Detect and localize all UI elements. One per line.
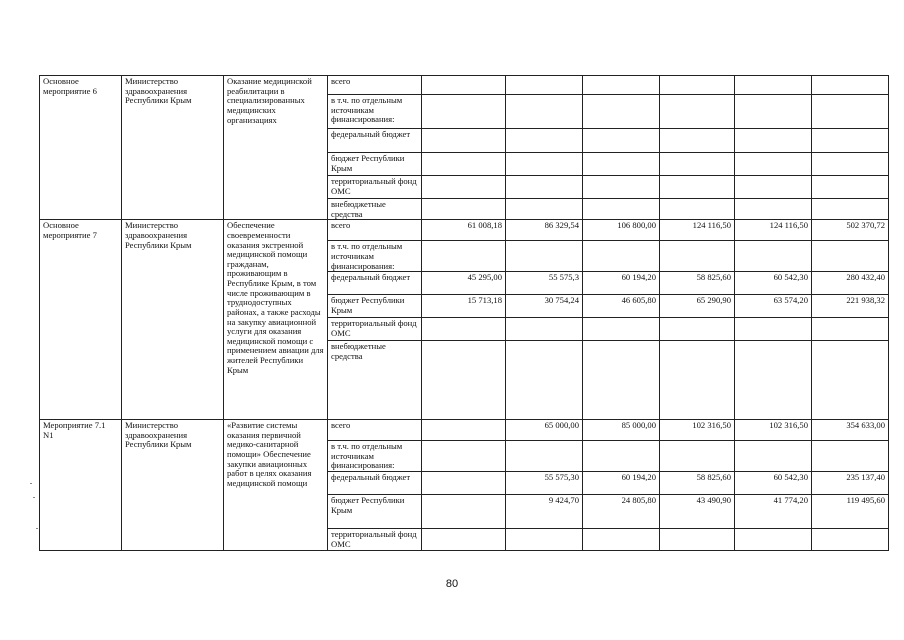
- amount-cell: [583, 153, 660, 176]
- total-value-cell: 502 370,72: [812, 220, 889, 241]
- executor-cell: Министерство здравоохранения Республики Крым: [122, 420, 224, 551]
- total-value-cell: [812, 153, 889, 176]
- amount-cell: [660, 153, 735, 176]
- amount-cell: 55 575,3: [506, 272, 583, 295]
- amount-cell: 65 290,90: [660, 295, 735, 318]
- amount-cell: [735, 176, 812, 199]
- funding-source-cell: бюджет Республики Крым: [328, 153, 422, 176]
- amount-cell: [583, 341, 660, 420]
- executor-cell: Министерство здравоохранения Республики Крым: [122, 220, 224, 420]
- total-value-cell: [812, 341, 889, 420]
- amount-cell: 60 542,30: [735, 472, 812, 495]
- amount-cell: 30 754,24: [506, 295, 583, 318]
- amount-cell: 60 194,20: [583, 272, 660, 295]
- amount-cell: [422, 76, 506, 95]
- funding-source-cell: территориальный фонд ОМС: [328, 318, 422, 341]
- amount-cell: [735, 241, 812, 272]
- total-value-cell: 235 137,40: [812, 472, 889, 495]
- amount-cell: 63 574,20: [735, 295, 812, 318]
- scan-mark: [36, 528, 38, 529]
- amount-cell: [506, 318, 583, 341]
- amount-cell: 9 424,70: [506, 495, 583, 529]
- amount-cell: 58 825,60: [660, 272, 735, 295]
- funding-source-cell: территориальный фонд ОМС: [328, 529, 422, 551]
- amount-cell: [735, 95, 812, 129]
- amount-cell: 60 194,20: [583, 472, 660, 495]
- amount-cell: [735, 441, 812, 472]
- amount-cell: [506, 129, 583, 153]
- total-value-cell: [812, 95, 889, 129]
- amount-cell: [422, 441, 506, 472]
- funding-source-cell: всего: [328, 220, 422, 241]
- amount-cell: [735, 318, 812, 341]
- total-value-cell: [812, 529, 889, 551]
- amount-cell: [506, 341, 583, 420]
- amount-cell: [506, 176, 583, 199]
- amount-cell: [583, 129, 660, 153]
- amount-cell: 60 542,30: [735, 272, 812, 295]
- amount-cell: [660, 341, 735, 420]
- amount-cell: [422, 341, 506, 420]
- amount-cell: [506, 529, 583, 551]
- amount-cell: 124 116,50: [735, 220, 812, 241]
- funding-source-cell: федеральный бюджет: [328, 129, 422, 153]
- amount-cell: [506, 153, 583, 176]
- amount-cell: [506, 199, 583, 220]
- amount-cell: 55 575,30: [506, 472, 583, 495]
- scan-mark: [33, 497, 35, 498]
- amount-cell: [583, 176, 660, 199]
- funding-source-cell: федеральный бюджет: [328, 472, 422, 495]
- table-row: [40, 220, 889, 241]
- total-value-cell: [812, 76, 889, 95]
- amount-cell: [735, 529, 812, 551]
- total-value-cell: [812, 318, 889, 341]
- executor-cell: Министерство здравоохранения Республики Крым: [122, 76, 224, 220]
- amount-cell: [583, 95, 660, 129]
- amount-cell: 46 605,80: [583, 295, 660, 318]
- amount-cell: [422, 129, 506, 153]
- page-number: 80: [445, 578, 459, 590]
- amount-cell: 85 000,00: [583, 420, 660, 441]
- table-row: [40, 76, 889, 95]
- amount-cell: 43 490,90: [660, 495, 735, 529]
- description-cell: Оказание медицинской реабилитации в специализированных медицинских организациях: [224, 76, 328, 220]
- amount-cell: [583, 529, 660, 551]
- event-name-cell: Основное мероприятие 6: [40, 76, 122, 220]
- amount-cell: [660, 129, 735, 153]
- funding-source-cell: федеральный бюджет: [328, 272, 422, 295]
- amount-cell: 65 000,00: [506, 420, 583, 441]
- total-value-cell: [812, 176, 889, 199]
- funding-source-cell: всего: [328, 76, 422, 95]
- amount-cell: 124 116,50: [660, 220, 735, 241]
- amount-cell: [506, 241, 583, 272]
- amount-cell: [422, 176, 506, 199]
- description-cell: Обеспечение своевременности оказания экстренной медицинской помощи гражданам, проживающим в Республике Крым, в том числе проживающим в труднодоступных районах, а также расходы на закупку авиационной услуги для оказания медицинской помощи с применением авиации для жителей Республики Крым: [224, 220, 328, 420]
- amount-cell: 61 008,18: [422, 220, 506, 241]
- funding-source-cell: бюджет Республики Крым: [328, 295, 422, 318]
- amount-cell: [506, 441, 583, 472]
- amount-cell: [735, 153, 812, 176]
- amount-cell: [422, 529, 506, 551]
- funding-source-cell: внебюджетные средства: [328, 341, 422, 420]
- amount-cell: 45 295,00: [422, 272, 506, 295]
- funding-source-cell: в т.ч. по отдельным источникам финансирования:: [328, 241, 422, 272]
- amount-cell: [422, 241, 506, 272]
- amount-cell: [660, 95, 735, 129]
- amount-cell: 24 805,80: [583, 495, 660, 529]
- funding-source-cell: территориальный фонд ОМС: [328, 176, 422, 199]
- amount-cell: [422, 318, 506, 341]
- amount-cell: [660, 441, 735, 472]
- total-value-cell: 354 633,00: [812, 420, 889, 441]
- event-name-cell: Основное мероприятие 7: [40, 220, 122, 420]
- funding-source-cell: бюджет Республики Крым: [328, 495, 422, 529]
- amount-cell: [422, 95, 506, 129]
- amount-cell: 58 825,60: [660, 472, 735, 495]
- total-value-cell: 280 432,40: [812, 272, 889, 295]
- amount-cell: [583, 241, 660, 272]
- amount-cell: [506, 95, 583, 129]
- total-value-cell: [812, 129, 889, 153]
- amount-cell: [660, 176, 735, 199]
- amount-cell: [422, 199, 506, 220]
- amount-cell: 15 713,18: [422, 295, 506, 318]
- budget-table: [39, 75, 889, 551]
- scan-mark: [30, 483, 32, 484]
- amount-cell: [422, 472, 506, 495]
- total-value-cell: [812, 199, 889, 220]
- amount-cell: [660, 318, 735, 341]
- amount-cell: 86 329,54: [506, 220, 583, 241]
- amount-cell: [735, 129, 812, 153]
- amount-cell: [506, 76, 583, 95]
- amount-cell: [660, 241, 735, 272]
- amount-cell: [660, 529, 735, 551]
- amount-cell: [735, 76, 812, 95]
- funding-source-cell: в т.ч. по отдельным источникам финансирования:: [328, 95, 422, 129]
- event-name-cell: Мероприятие 7.1 N1: [40, 420, 122, 551]
- amount-cell: [583, 76, 660, 95]
- total-value-cell: [812, 241, 889, 272]
- total-value-cell: 221 938,32: [812, 295, 889, 318]
- table-row: [40, 420, 889, 441]
- amount-cell: [735, 199, 812, 220]
- amount-cell: [660, 76, 735, 95]
- description-cell: «Развитие системы оказания первичной медико-санитарной помощи» Обеспечение закупки авиационных работ в целях оказания медицинской помощи: [224, 420, 328, 551]
- funding-source-cell: в т.ч. по отдельным источникам финансирования:: [328, 441, 422, 472]
- amount-cell: [422, 153, 506, 176]
- funding-source-cell: внебюджетные средства: [328, 199, 422, 220]
- amount-cell: 106 800,00: [583, 220, 660, 241]
- amount-cell: [422, 495, 506, 529]
- amount-cell: [422, 420, 506, 441]
- total-value-cell: [812, 441, 889, 472]
- amount-cell: 102 316,50: [735, 420, 812, 441]
- table-body: [40, 76, 889, 551]
- total-value-cell: 119 495,60: [812, 495, 889, 529]
- amount-cell: 41 774,20: [735, 495, 812, 529]
- amount-cell: 102 316,50: [660, 420, 735, 441]
- funding-source-cell: всего: [328, 420, 422, 441]
- amount-cell: [583, 318, 660, 341]
- amount-cell: [583, 441, 660, 472]
- amount-cell: [735, 341, 812, 420]
- amount-cell: [583, 199, 660, 220]
- amount-cell: [660, 199, 735, 220]
